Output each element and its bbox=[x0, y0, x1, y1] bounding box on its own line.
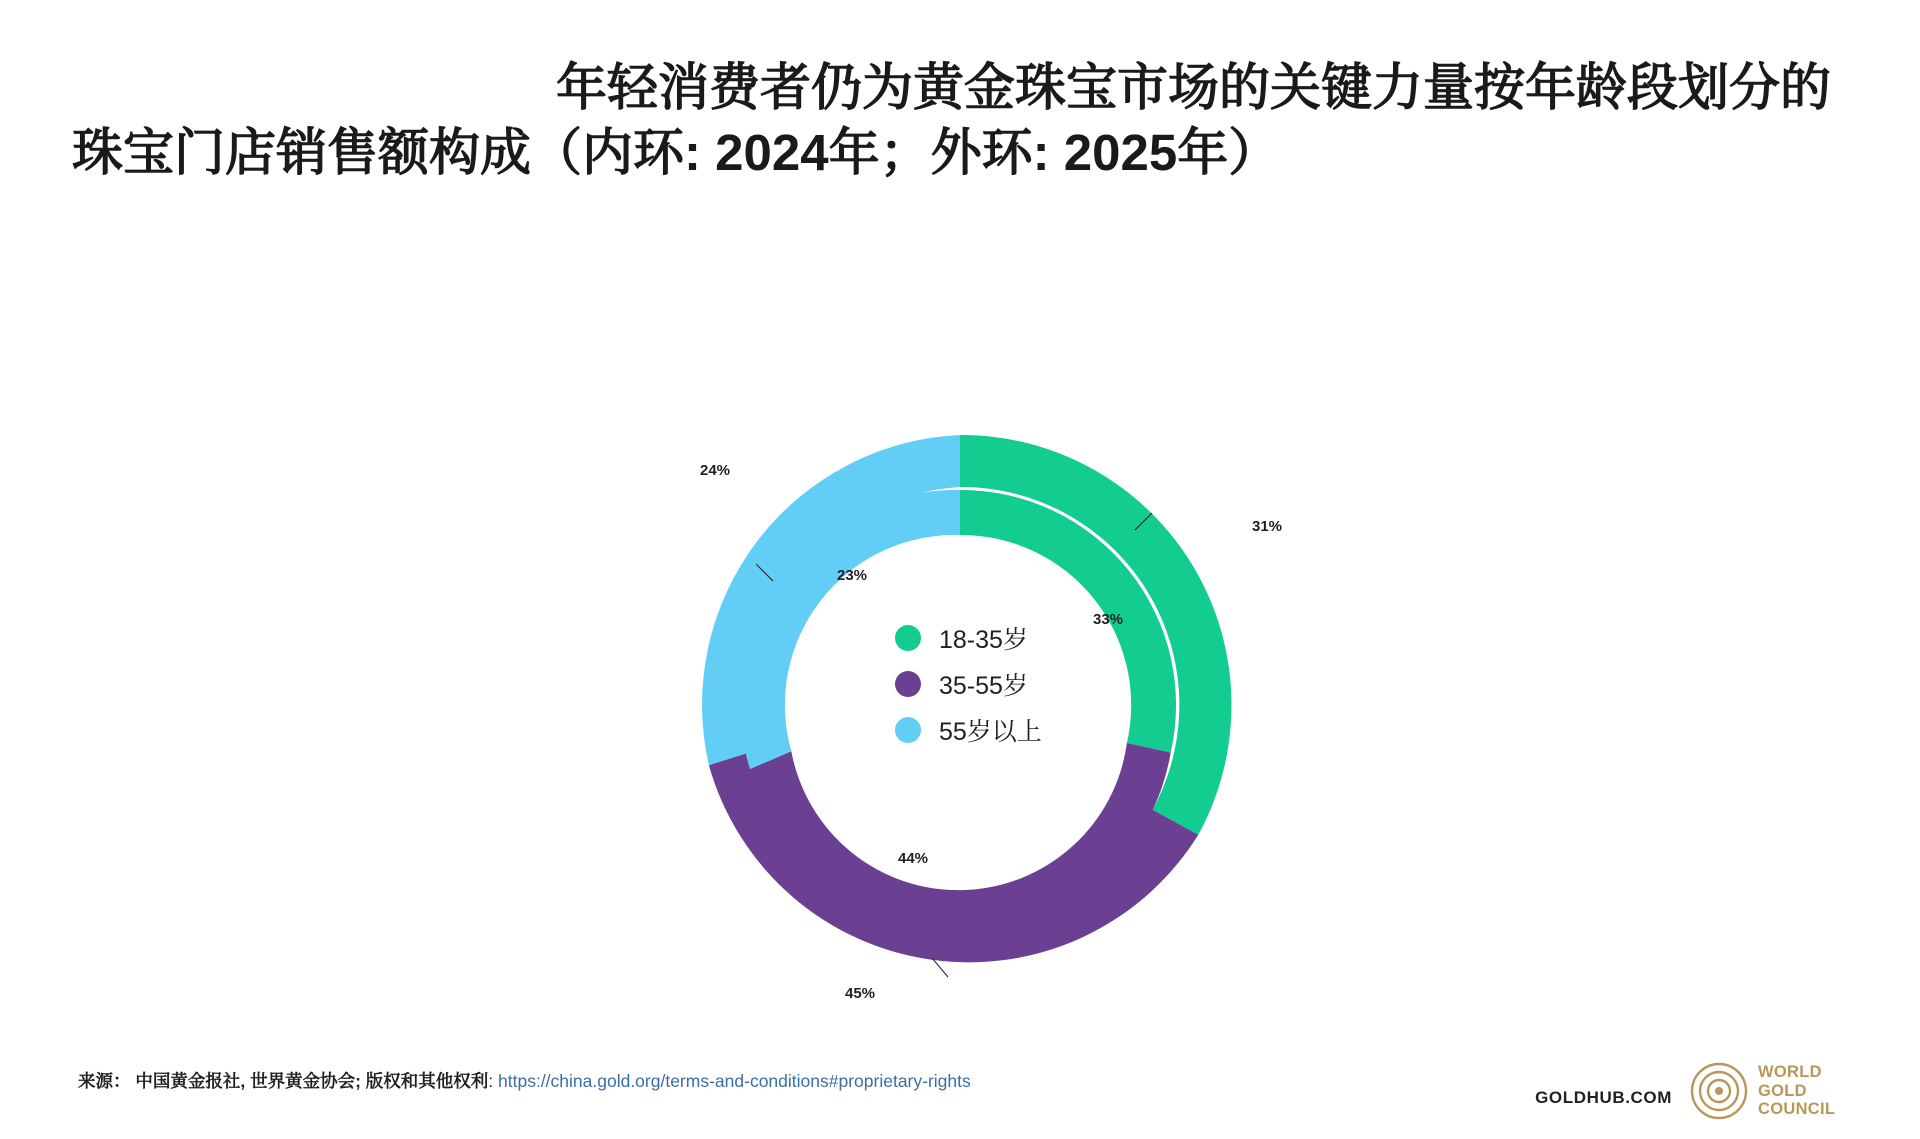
goldhub-label[interactable]: GOLDHUB.COM bbox=[1535, 1088, 1672, 1107]
source-separator: : bbox=[488, 1071, 499, 1091]
wgc-line-2: GOLD bbox=[1758, 1081, 1807, 1100]
data-label-outer-18-35: 31% bbox=[1252, 518, 1283, 535]
legend-label-55-plus: 55岁以上 bbox=[939, 718, 1042, 746]
data-label-inner-55-plus: 23% bbox=[837, 567, 868, 584]
legend-label-18-35: 18-35岁 bbox=[939, 626, 1028, 654]
data-label-outer-35-55: 45% bbox=[845, 985, 876, 1002]
wgc-line-1: WORLD bbox=[1758, 1063, 1822, 1082]
world-gold-council-logo bbox=[1690, 1060, 1890, 1122]
legend-swatch-icon bbox=[895, 625, 921, 651]
source-note bbox=[78, 1068, 971, 1093]
legend-swatch-icon bbox=[895, 671, 921, 697]
legend-item-55-plus[interactable] bbox=[895, 707, 1125, 753]
source-link[interactable]: https://china.gold.org/terms-and-conditions#proprietary-rights bbox=[498, 1071, 971, 1091]
legend-swatch-icon bbox=[895, 717, 921, 743]
legend bbox=[895, 615, 1125, 753]
data-label-outer-55-plus: 24% bbox=[700, 462, 731, 479]
legend-label-35-55: 35-55岁 bbox=[939, 672, 1028, 700]
source-prefix: 来源： 中国黄金报社, 世界黄金协会; 版权和其他权利 bbox=[78, 1071, 489, 1091]
legend-item-35-55[interactable] bbox=[895, 661, 1125, 707]
legend-item-18-35[interactable] bbox=[895, 615, 1125, 661]
wgc-spiral-icon bbox=[1690, 1062, 1748, 1120]
wgc-wordmark bbox=[1758, 1063, 1835, 1118]
data-label-inner-18-35: 33% bbox=[1093, 611, 1124, 628]
page-title: 年轻消费者仍为黄金珠宝市场的关键力量按年龄段划分的珠宝门店销售额构成（内环: 2024年；外环: 2025年） bbox=[72, 59, 1832, 182]
data-label-inner-35-55: 44% bbox=[898, 850, 929, 867]
wgc-line-3: COUNCIL bbox=[1758, 1100, 1836, 1119]
